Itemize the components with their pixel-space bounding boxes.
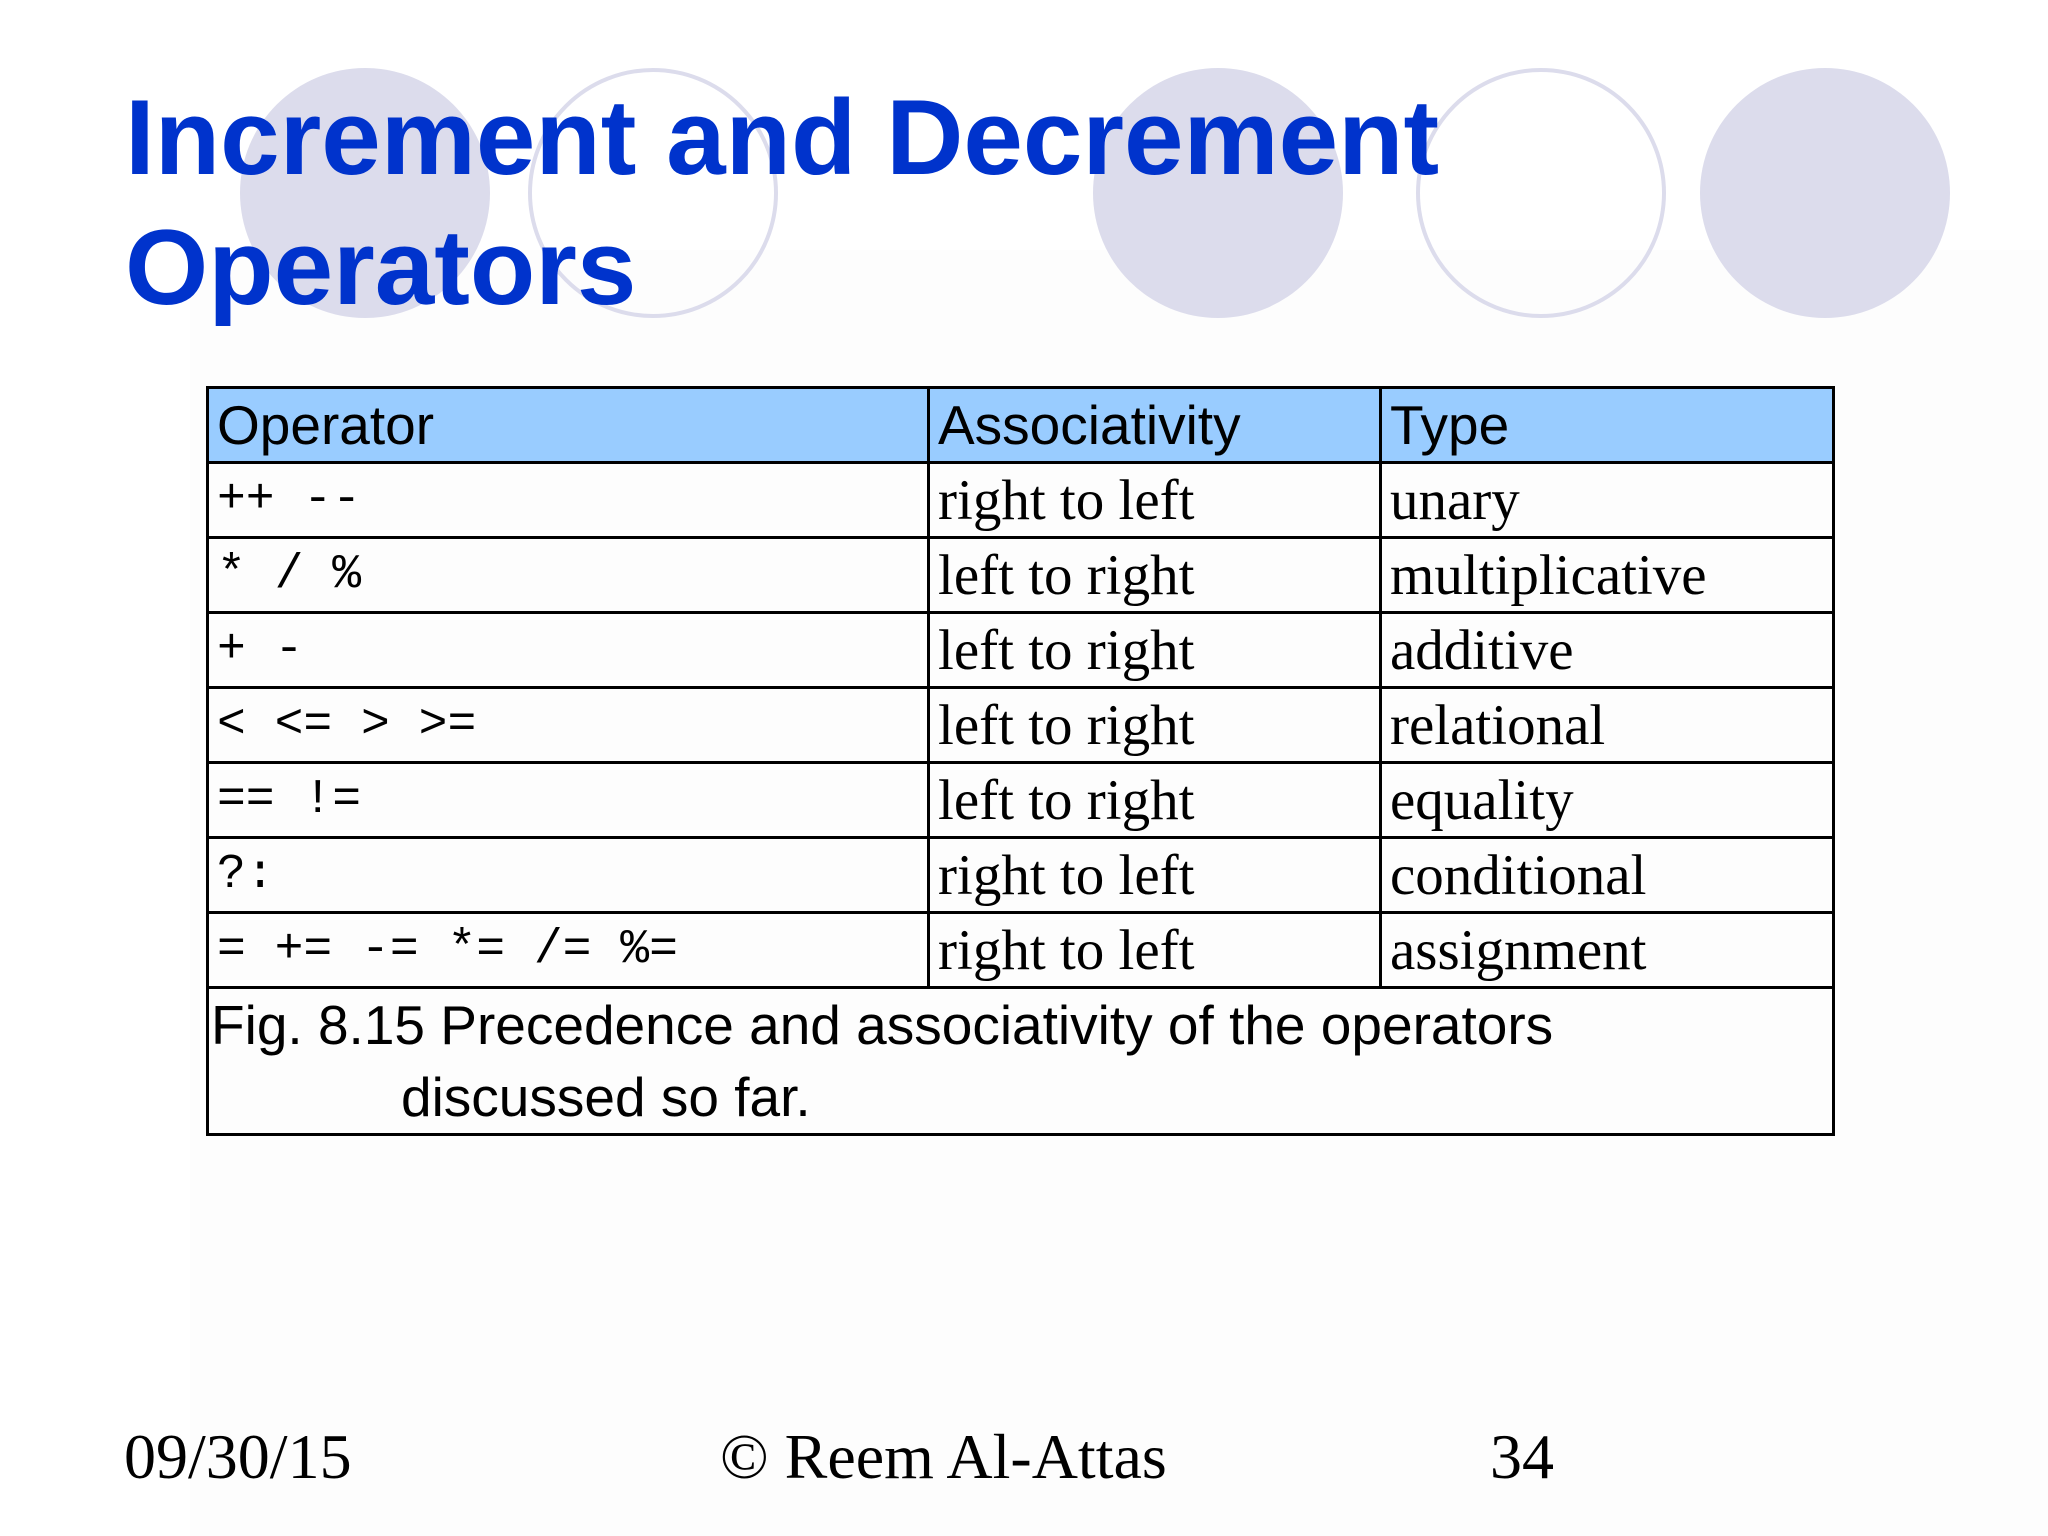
type-cell: unary	[1381, 463, 1834, 538]
associativity-cell: right to left	[929, 463, 1381, 538]
associativity-cell: left to right	[929, 688, 1381, 763]
associativity-cell: right to left	[929, 913, 1381, 988]
header-type: Type	[1381, 388, 1834, 463]
slide-title-line-2: Operators	[125, 207, 637, 327]
operator-precedence-table	[206, 386, 1835, 1136]
footer-date: 09/30/15	[124, 1421, 352, 1492]
table-caption-row	[208, 988, 1834, 1135]
type-cell: relational	[1381, 688, 1834, 763]
table-row	[208, 763, 1834, 838]
type-cell: multiplicative	[1381, 538, 1834, 613]
operator-cell: < <= > >=	[208, 688, 929, 763]
type-cell: additive	[1381, 613, 1834, 688]
table-caption	[208, 988, 1834, 1135]
operator-cell: == !=	[208, 763, 929, 838]
table-row	[208, 688, 1834, 763]
table-row	[208, 613, 1834, 688]
caption-line-2: discussed so far.	[401, 1066, 811, 1128]
footer-page-number: 34	[1490, 1421, 1554, 1492]
associativity-cell: left to right	[929, 538, 1381, 613]
header-operator: Operator	[208, 388, 929, 463]
operator-cell: ++ --	[208, 463, 929, 538]
associativity-cell: left to right	[929, 613, 1381, 688]
slide-title	[125, 72, 1439, 332]
table-row	[208, 538, 1834, 613]
type-cell: assignment	[1381, 913, 1834, 988]
type-cell: equality	[1381, 763, 1834, 838]
table-row	[208, 463, 1834, 538]
operator-cell: ?:	[208, 838, 929, 913]
header-associativity: Associativity	[929, 388, 1381, 463]
table-row	[208, 913, 1834, 988]
decorative-ring	[1416, 68, 1666, 318]
footer-author: © Reem Al-Attas	[720, 1421, 1167, 1492]
slide-title-line-1: Increment and Decrement	[125, 77, 1440, 197]
operator-cell: * / %	[208, 538, 929, 613]
associativity-cell: right to left	[929, 838, 1381, 913]
caption-line-1: Fig. 8.15 Precedence and associativity of the operators	[211, 994, 1554, 1056]
table-row	[208, 838, 1834, 913]
associativity-cell: left to right	[929, 763, 1381, 838]
table-header-row	[208, 388, 1834, 463]
type-cell: conditional	[1381, 838, 1834, 913]
decorative-circle	[1700, 68, 1950, 318]
operator-cell: + -	[208, 613, 929, 688]
operator-cell: = += -= *= /= %=	[208, 913, 929, 988]
